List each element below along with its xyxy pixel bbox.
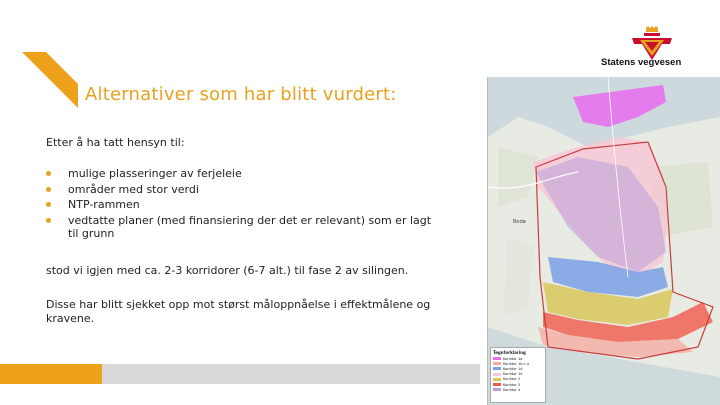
legend-label: Korridor 2 (503, 377, 521, 382)
accent-chevron-shape (22, 52, 78, 108)
legend-label: Korridor 1e (503, 372, 523, 377)
legend-label: Korridor 1d (503, 366, 523, 371)
bullet-dot-icon (46, 171, 51, 176)
legend-swatch (493, 388, 501, 391)
footer-bar-orange (0, 364, 102, 384)
paragraph-corridors: stod vi igjen med ca. 2-3 korridorer (6-7 alt.) til fase 2 av silingen. (46, 264, 409, 277)
bullet-item: mulige plasseringer av ferjeleie (46, 167, 436, 181)
bullet-dot-icon (46, 187, 51, 192)
legend-swatch (493, 357, 501, 360)
legend-rows (493, 356, 543, 392)
legend-label: Korridor 1a (503, 356, 523, 361)
corridor-map (487, 77, 720, 405)
map-legend (490, 347, 546, 403)
legend-swatch (493, 383, 501, 386)
bullet-dot-icon (46, 202, 51, 207)
legend-swatch (493, 373, 501, 376)
legend-swatch (493, 367, 501, 370)
bullet-item: områder med stor verdi (46, 183, 436, 197)
legend-swatch (493, 378, 501, 381)
legend-label: Korridor 1b,c,d (503, 361, 529, 366)
slide-title: Alternativer som har blitt vurdert: (85, 84, 397, 105)
footer-bar-gray (102, 364, 480, 384)
bullet-list (46, 167, 436, 243)
legend-title: Tegnforklaring (493, 350, 526, 355)
map-place-label: Bodø (513, 219, 526, 225)
legend-label: Korridor 4 (503, 387, 521, 392)
legend-item (493, 387, 543, 392)
logo-text: Statens vegvesen (601, 57, 682, 68)
paragraph-evaluation: Disse har blitt sjekket opp mot størst måloppnåelse i effektmålene og kravene. (46, 298, 431, 325)
bullet-item: NTP-rammen (46, 198, 436, 212)
intro-text: Etter å ha tatt hensyn til: (46, 136, 185, 149)
legend-swatch (493, 362, 501, 365)
bullet-item: vedtatte planer (med finansiering der det er relevant) som er lagt til grunn (46, 214, 436, 241)
legend-label: Korridor 3 (503, 382, 521, 387)
bullet-dot-icon (46, 218, 51, 223)
